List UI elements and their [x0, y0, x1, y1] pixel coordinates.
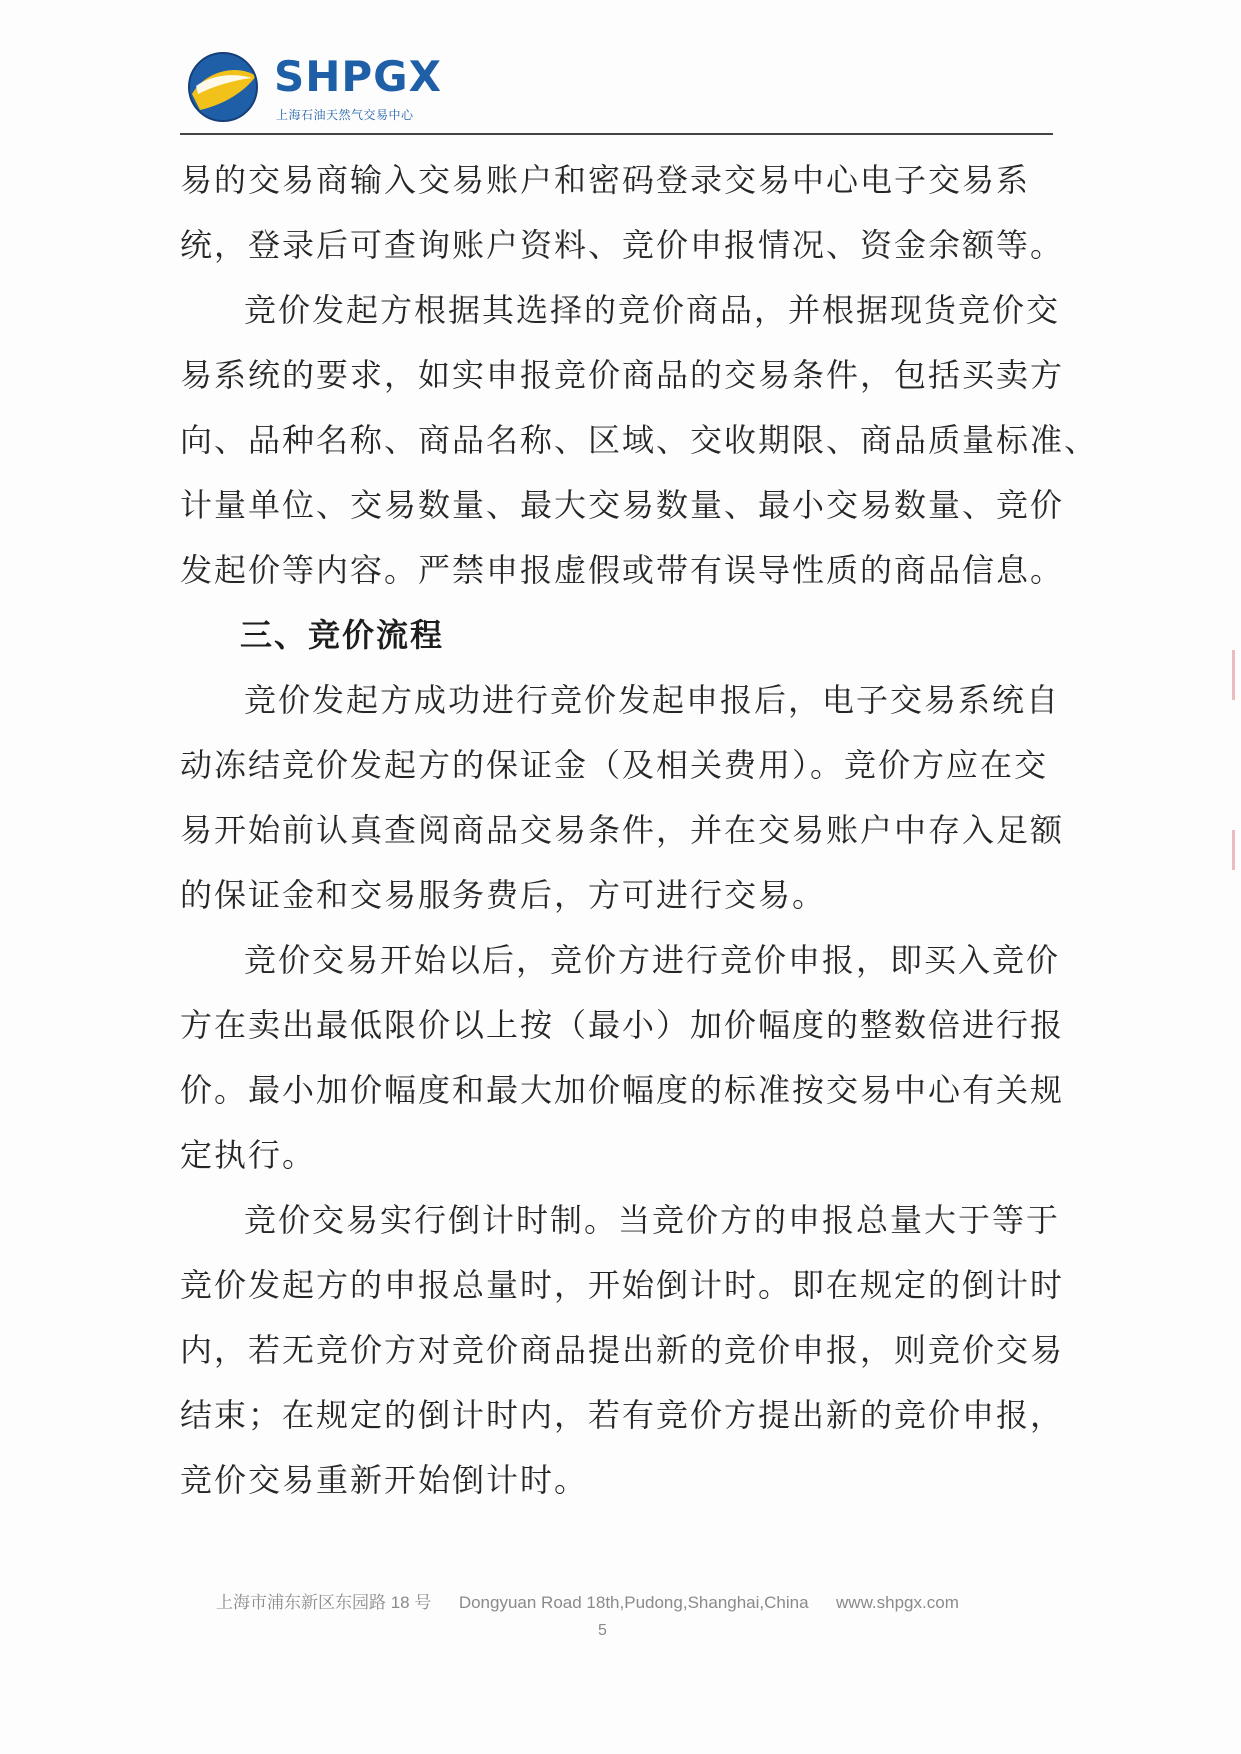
text-line: 方在卖出最低限价以上按（最小）加价幅度的整数倍进行报 — [180, 1006, 1065, 1044]
text-line: 易开始前认真查阅商品交易条件，并在交易账户中存入足额 — [180, 811, 1065, 849]
brand-subtitle: 上海石油天然气交易中心 — [276, 108, 414, 122]
header-divider — [180, 133, 1053, 135]
text-line: 竞价发起方的申报总量时，开始倒计时。即在规定的倒计时 — [180, 1266, 1065, 1304]
body-text — [180, 148, 1099, 1513]
text-line: 内，若无竞价方对竞价商品提出新的竞价申报，则竞价交易 — [180, 1331, 1065, 1369]
text-line: 竞价发起方成功进行竞价发起申报后，电子交易系统自 — [244, 681, 1061, 719]
footer-website: www.shpgx.com — [836, 1593, 959, 1612]
text-line: 的保证金和交易服务费后，方可进行交易。 — [180, 876, 827, 914]
scan-artifact — [1232, 650, 1235, 700]
text-line: 竞价交易实行倒计时制。当竞价方的申报总量大于等于 — [244, 1201, 1061, 1239]
text-line: 向、品种名称、商品名称、区域、交收期限、商品质量标准、 — [180, 421, 1099, 459]
text-line: 结束；在规定的倒计时内，若有竞价方提出新的竞价申报， — [180, 1396, 1065, 1434]
text-line: 竞价交易重新开始倒计时。 — [180, 1461, 589, 1499]
text-line: 竞价交易开始以后，竞价方进行竞价申报，即买入竞价 — [244, 941, 1061, 979]
text-line: 易系统的要求，如实申报竞价商品的交易条件，包括买卖方 — [180, 356, 1065, 394]
text-line: 定执行。 — [180, 1136, 317, 1174]
shpgx-logo-icon — [186, 50, 260, 124]
footer-address — [216, 1588, 1016, 1613]
letterhead — [180, 44, 1053, 132]
text-line: 价。最小加价幅度和最大加价幅度的标准按交易中心有关规 — [180, 1071, 1065, 1109]
text-line: 计量单位、交易数量、最大交易数量、最小交易数量、竞价 — [180, 486, 1065, 524]
text-line: 竞价发起方根据其选择的竞价商品，并根据现货竞价交 — [244, 291, 1061, 329]
footer-address-en: Dongyuan Road 18th,Pudong,Shanghai,China — [458, 1593, 809, 1612]
text-line: 统，登录后可查询账户资料、竞价申报情况、资金余额等。 — [180, 226, 1065, 264]
text-line: 易的交易商输入交易账户和密码登录交易中心电子交易系 — [180, 161, 1031, 199]
scan-artifact — [1232, 830, 1235, 870]
footer-address-cn: 上海市浦东新区东园路 18 号 — [216, 1593, 432, 1612]
section-heading: 三、竞价流程 — [240, 616, 445, 654]
brand-name: SHPGX — [274, 52, 443, 101]
page-number: 5 — [598, 1622, 607, 1639]
text-line: 发起价等内容。严禁申报虚假或带有误导性质的商品信息。 — [180, 551, 1065, 589]
text-line: 动冻结竞价发起方的保证金（及相关费用）。竞价方应在交 — [180, 746, 1049, 784]
